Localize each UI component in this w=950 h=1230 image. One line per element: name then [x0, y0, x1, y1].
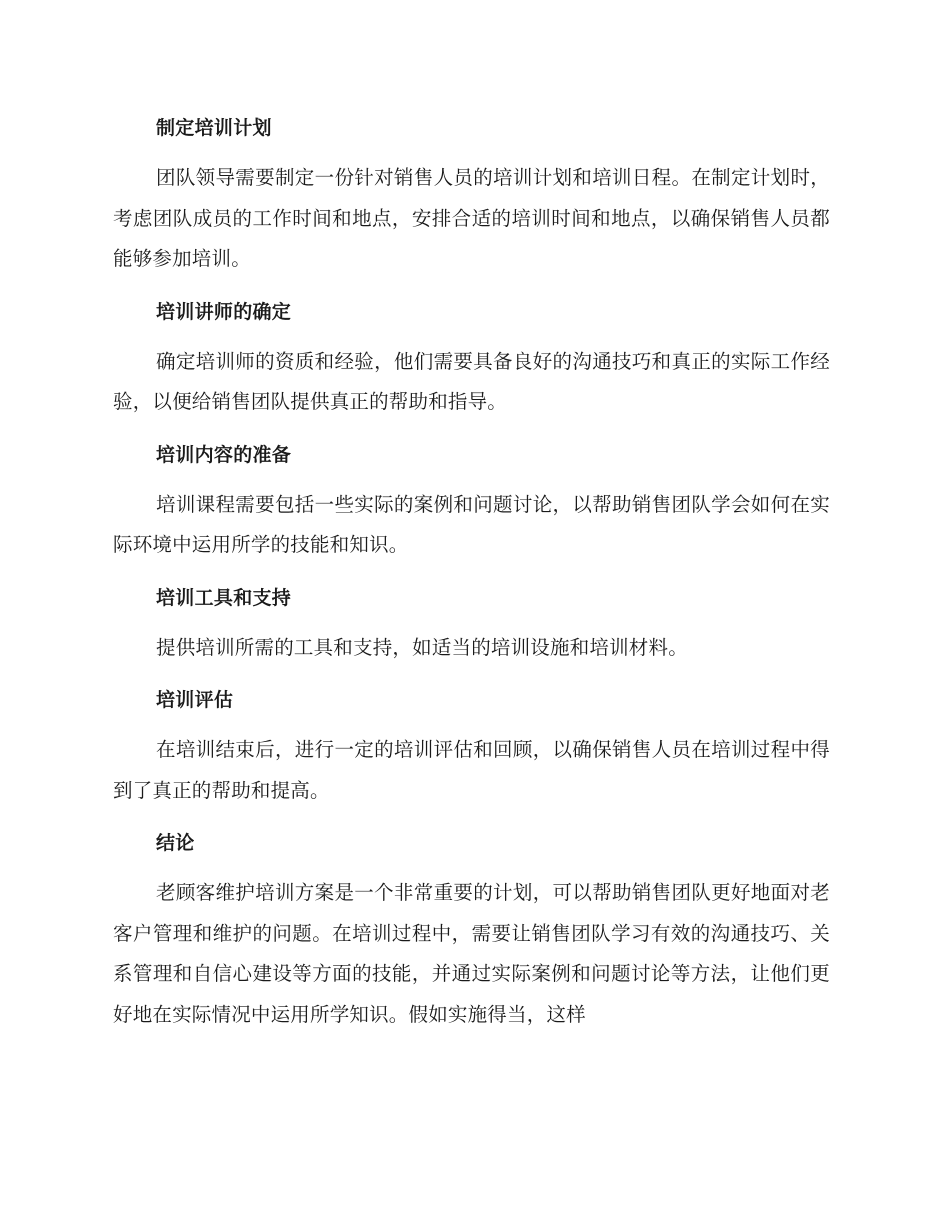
section-heading: 培训评估 — [156, 689, 234, 711]
section-heading: 结论 — [156, 832, 195, 854]
section-heading: 培训工具和支持 — [156, 586, 292, 609]
section-training-plan — [113, 108, 830, 280]
section-paragraph: 确定培训师的资质和经验，他们需要具备良好的沟通技巧和真正的实际工作经验，以便给销售团队提供真正的帮助和指导。 — [113, 349, 830, 413]
section-paragraph: 培训课程需要包括一些实际的案例和问题讨论，以帮助销售团队学会如何在实际环境中运用所学的技能和知识。 — [113, 492, 830, 556]
section-trainer — [113, 292, 830, 423]
section-paragraph: 提供培训所需的工具和支持，如适当的培训设施和培训材料。 — [156, 635, 688, 659]
section-paragraph: 团队领导需要制定一份针对销售人员的培训计划和培训日程。在制定计划时，考虑团队成员的工作时间和地点，安排合适的培训时间和地点，以确保销售人员都能够参加培训。 — [113, 166, 830, 270]
section-heading: 制定培训计划 — [156, 117, 272, 139]
document-body — [113, 108, 830, 1047]
section-tools-support — [113, 578, 830, 669]
section-conclusion — [113, 823, 830, 1035]
section-evaluation — [113, 680, 830, 811]
section-paragraph: 在培训结束后，进行一定的培训评估和回顾，以确保销售人员在培训过程中得到了真正的帮助和提高。 — [113, 738, 830, 802]
section-heading: 培训内容的准备 — [156, 443, 292, 466]
section-heading: 培训讲师的确定 — [156, 300, 292, 323]
section-content-prep — [113, 435, 830, 566]
section-paragraph: 老顾客维护培训方案是一个非常重要的计划，可以帮助销售团队更好地面对老客户管理和维护的问题。在培训过程中，需要让销售团队学习有效的沟通技巧、关系管理和自信心建设等方面的技能，并通过实际案例和问题讨论等方法，让他们更好地在实际情况中运用所学知识。假如实施得当，这样 — [113, 881, 830, 1026]
